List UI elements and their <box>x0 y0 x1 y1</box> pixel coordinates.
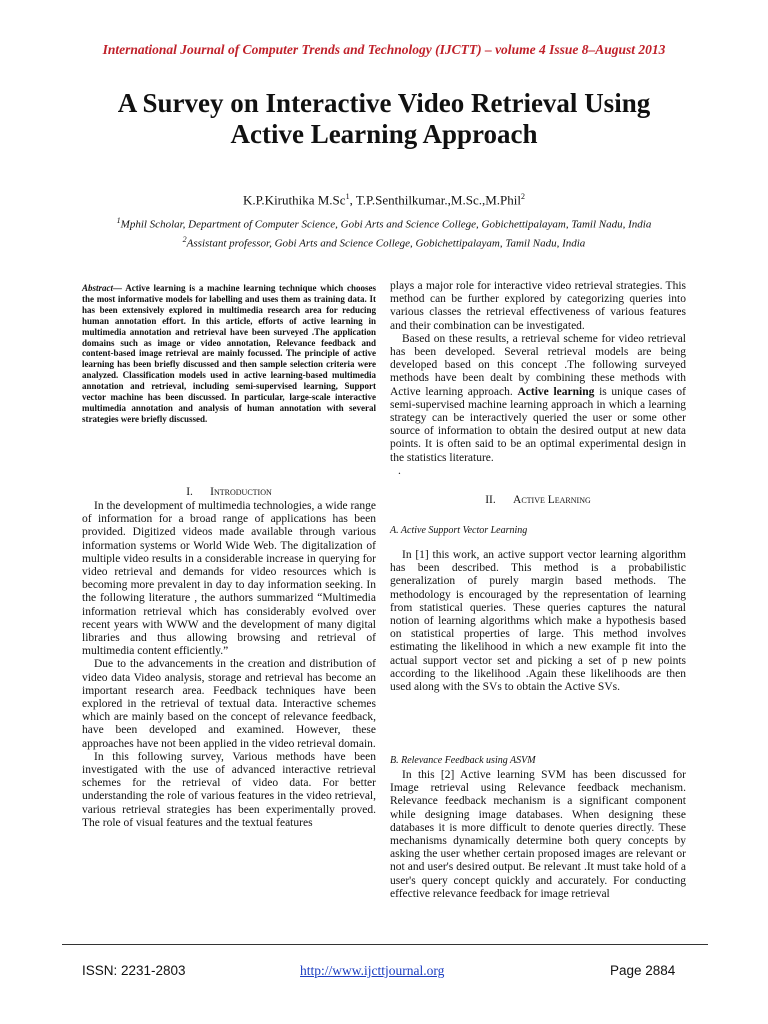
right-p2-bold: Active learning <box>517 385 595 398</box>
section-2-heading <box>390 494 686 506</box>
section-1-number: I. <box>186 486 193 498</box>
title-line-1: A Survey on Interactive Video Retrieval Using <box>117 88 651 118</box>
subsection-b-paragraph: In this [2] Active learning SVM has been discussed for Image retrieval using Relevance feedback mechanism. Relevance feedback mechanism is a significant component while designing image databases. When designing these databases it is more difficult to denote queries directly. These mechanisms dynamically determine both query concepts by asking the user whether certain proposed images are relevant or not and user's desired output. Be relevant .It must take hold of a user's query concept quickly and accurately. For conducting effective relevance feedback for image retrieval <box>390 769 686 900</box>
author-2-sup: 2 <box>521 192 525 201</box>
intro-paragraph-2: Due to the advancements in the creation and distribution of video data Video analysis, storage and retrieval has become an important research area. Feedback techniques have been explored in the retrieval of textual data. Interactive schemes which are mainly based on the concept of relevance feedback, have been developed and examined. However, these approaches have not been applied in the video retrieval domain. <box>82 658 376 750</box>
footer-rule <box>62 944 708 945</box>
journal-header: International Journal of Computer Trends and Technology (IJCTT) – volume 4 Issue 8–August 2013 <box>102 42 666 57</box>
abstract-text: Active learning is a machine learning technique which chooses the most informative models for labelling and uses them as training data. It has been extensively explored in multimedia research area for reducing human annotation effort. In this article, efforts of active learning in multimedia annotation and retrieval have been surveyed .The application domains such as image or video annotation, Relevance feedback and content-based image retrieval are mainly focussed. The principle of active learning has been briefly discussed and then sample selection criteria were analyzed. Classification models used in active learning-based multimedia annotation and retrieval, including semi-supervised learning, Support vector machine has been discussed. In particular, large-scale interactive multimedia annotation and analysis of human annotation with several strategies were briefly discussed. <box>82 283 376 424</box>
authors <box>0 192 768 208</box>
section-1-heading <box>82 486 376 498</box>
subsection-a-paragraph: In [1] this work, an active support vector learning algorithm has been described. This method is a probabilistic generalization of purely margin based methods. The methodology is encouraged by the representation of learning from statistical queries. These queries captures the natural notion of learning algorithms which make a hypothesis based on statistical properties of large. This method involves estimating the likelihood in which a new example fit into the actual support vector set and picking a set of p new points according to the likelihood .Again these likelihoods are then used along with the SVs to obtain the Active SVs. <box>390 549 686 694</box>
right-p2-a: Based on these results, a retrieval scheme for video retrieval has been developed. Several retrieval models are being developed based on this concept .The following surveyed methods have been dealt by combining these methods with Active learning approach. <box>390 332 686 398</box>
section-2-number: II. <box>485 494 496 506</box>
intro-paragraph-1: In the development of multimedia technologies, a wide range of information for a broad range of applications has been provided. Digitized videos made available through various information systems or World Wide Web. The digitalization of multiple video results in a considerable increase in querying for video retrieval and demands for video resources which is becoming more prevalent in day to day information seeking. In the following literature , the authors summarized “Multimedia information retrieval which has considerably evolved over recent years with WWW and the development of many digital libraries and thus allowing browsing and retrieval of multimedia content efficiently.” <box>82 500 376 658</box>
affiliation-2 <box>0 235 768 250</box>
subsection-a-body <box>390 549 686 694</box>
aff1-sup: 1 <box>116 216 121 225</box>
section-1-title: Introduction <box>210 486 272 498</box>
left-column-body <box>82 500 376 830</box>
footer-page-number: Page 2884 <box>610 963 676 978</box>
right-p2-c: is unique cases of semi-supervised machine learning approach in which a learning strategy can be interactively queried the user or some other source of information to obtain the desired output at new data points. It is often said to be an optimal experimental design in the statistics literature. <box>390 385 686 464</box>
aff1-text: Mphil Scholar, Department of Computer Science, Gobi Arts and Science College, Gobichettipalayam, Tamil Nadu, India <box>120 218 652 231</box>
journal-link[interactable]: http://www.ijcttjournal.org <box>300 963 445 978</box>
title-line-2: Active Learning Approach <box>230 119 538 149</box>
right-paragraph-2 <box>390 333 686 465</box>
subsection-b-body <box>390 769 686 901</box>
author-2: , T.P.Senthilkumar.,M.Sc.,M.Phil <box>349 192 521 208</box>
aff2-sup: 2 <box>182 235 187 244</box>
subsection-a-heading: A. Active Support Vector Learning <box>390 525 528 536</box>
affiliation-1 <box>0 216 768 231</box>
aff2-text: Assistant professor, Gobi Arts and Science College, Gobichettipalayam, Tamil Nadu, India <box>186 237 586 250</box>
right-paragraph-1: plays a major role for interactive video retrieval strategies. This method can be further explored by categorizing queries into various classes the retrieval effectiveness of various features and their combination can be investigated. <box>390 280 686 332</box>
author-1-sup: 1 <box>345 192 350 201</box>
stray-dot: . <box>398 464 401 477</box>
abstract <box>82 283 376 425</box>
footer-issn: ISSN: 2231-2803 <box>82 963 186 978</box>
section-2-title: Active Learning <box>513 494 591 506</box>
abstract-label: Abstract— <box>82 283 123 293</box>
footer-url-container <box>300 963 444 979</box>
intro-paragraph-3: In this following survey, Various methods have been investigated with the use of advanced interactive retrieval schemes for the retrieval of video data. For better understanding the role of various features in the video retrieval, various retrieval strategies has been experimentally proved. The role of visual features and the textual features <box>82 750 376 829</box>
subsection-b-heading: B. Relevance Feedback using ASVM <box>390 755 536 766</box>
paper-title <box>60 88 708 150</box>
author-1: K.P.Kiruthika M.Sc <box>243 192 346 208</box>
right-column-top <box>390 280 686 478</box>
